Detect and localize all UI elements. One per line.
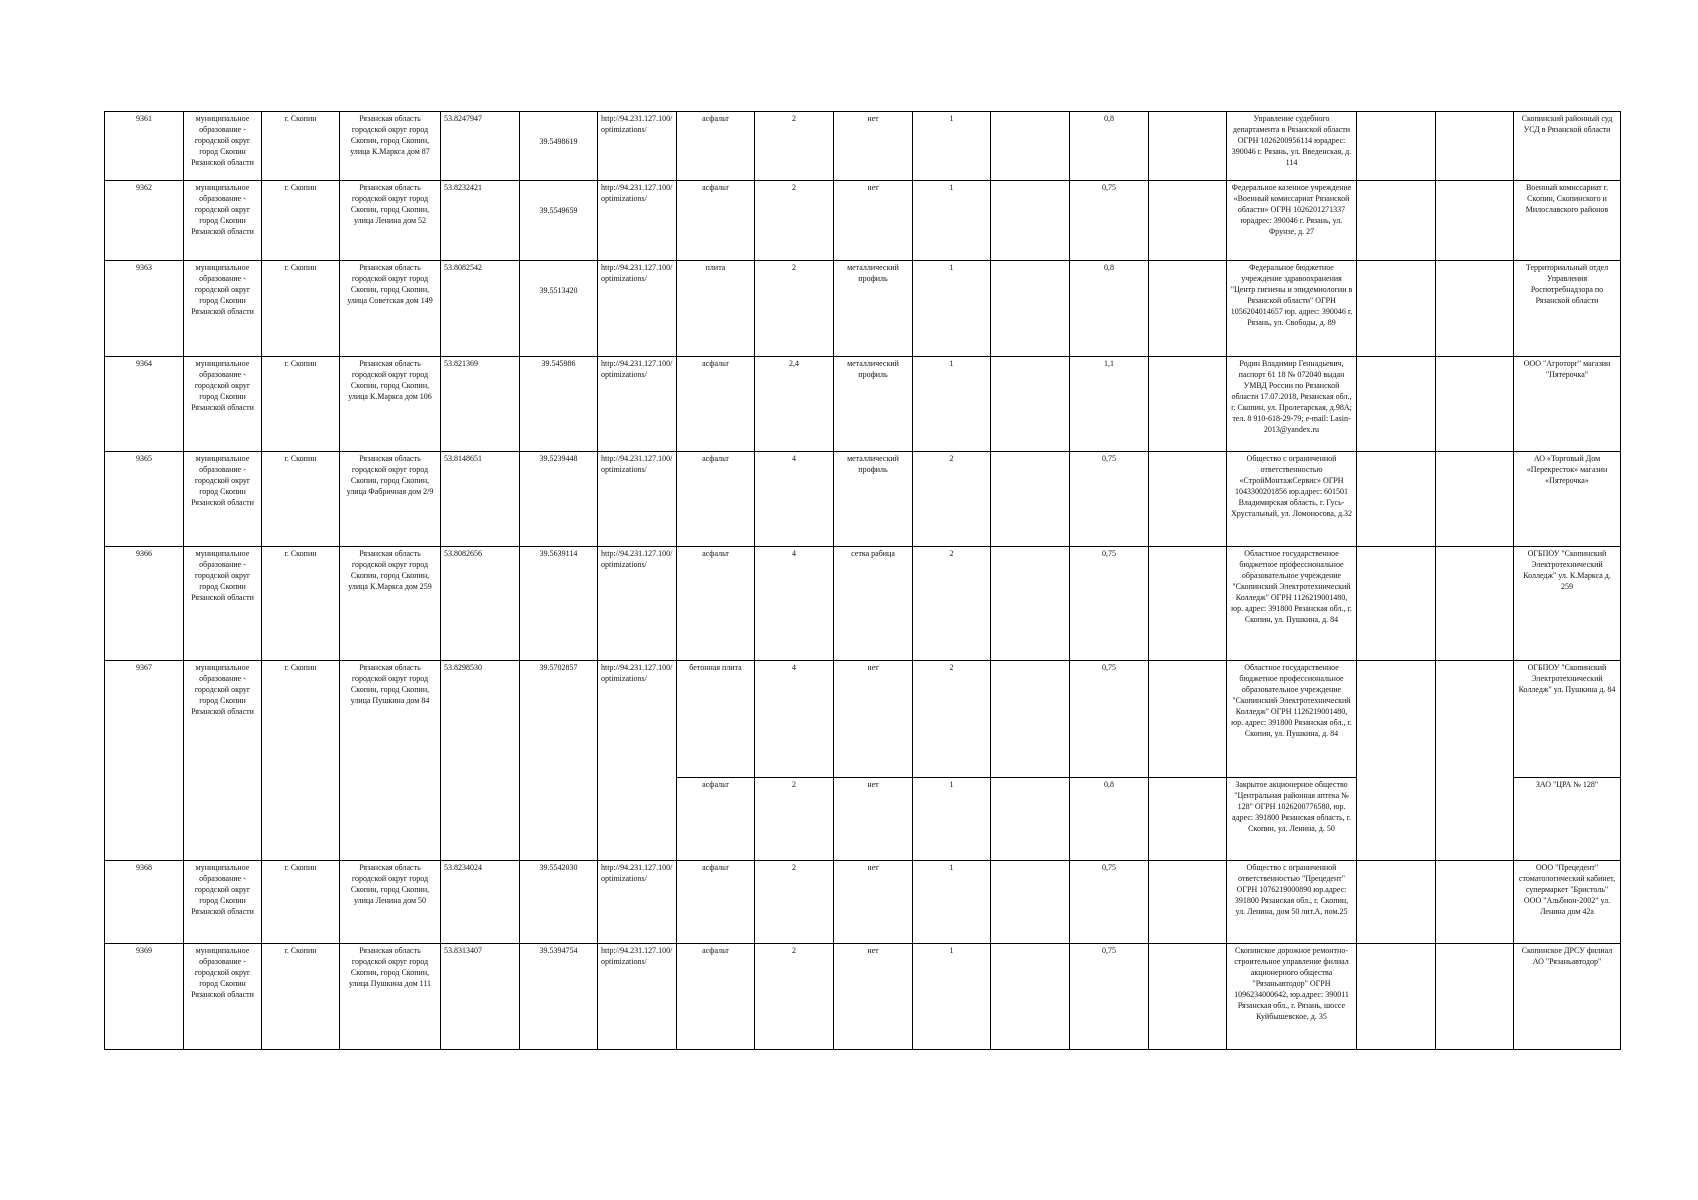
container-volume: 0,75 bbox=[1070, 181, 1149, 261]
city: г. Скопин bbox=[262, 661, 340, 861]
city: г. Скопин bbox=[262, 181, 340, 261]
address: Рязанская область городской округ город Скопин, город Скопин, улица Фабричная дом 2/9 bbox=[340, 452, 441, 547]
empty-cell bbox=[1149, 661, 1227, 778]
latitude: 53.821369 bbox=[441, 357, 520, 452]
empty-cell bbox=[991, 861, 1070, 944]
area: 2 bbox=[755, 861, 834, 944]
empty-cell bbox=[991, 452, 1070, 547]
container-count: 1 bbox=[913, 261, 991, 357]
empty-cell bbox=[991, 944, 1070, 1050]
owner-info: Федеральное бюджетное учреждение здравоохранения "Центр гигиены и эпидемиологии в Рязанской области" ОГРН 1056204014657 юр. адрес: 390046 г. Рязань, ул. Свободы, д. 89 bbox=[1227, 261, 1357, 357]
waste-source: АО «Торговый Дом «Перекресток» магазин «Пятерочка» bbox=[1514, 452, 1621, 547]
empty-cell bbox=[1357, 357, 1436, 452]
empty-cell bbox=[1357, 547, 1436, 661]
owner-info: Закрытое акционерное общество "Центральная районная аптека № 128" ОГРН 1026200776580, юр. адрес: 391800 Рязанская область, г. Скопин, ул. Ленина, д. 50 bbox=[1227, 778, 1357, 861]
address: Рязанская область городской округ город Скопин, город Скопин, улица Пушкина дом 84 bbox=[340, 661, 441, 861]
empty-cell bbox=[1149, 861, 1227, 944]
municipality-type: муниципальное образование - городской округ город Скопин Рязанской области bbox=[184, 357, 262, 452]
empty-cell bbox=[1436, 944, 1514, 1050]
empty-cell bbox=[1149, 357, 1227, 452]
longitude: 39.5498619 bbox=[520, 112, 598, 181]
waste-source: ОГБПОУ "Скопинский Электротехнический Колледж" ул. Пушкина д. 84 bbox=[1514, 661, 1621, 778]
municipality-type: муниципальное образование - городской округ город Скопин Рязанской области bbox=[184, 944, 262, 1050]
municipality-type: муниципальное образование - городской округ город Скопин Рязанской области bbox=[184, 261, 262, 357]
empty-cell bbox=[1436, 861, 1514, 944]
map-link[interactable]: http://94.231.127.100/optimizations/ bbox=[598, 661, 677, 861]
empty-cell bbox=[1357, 181, 1436, 261]
table-row bbox=[105, 547, 1621, 661]
empty-cell bbox=[1149, 261, 1227, 357]
map-link[interactable]: http://94.231.127.100/optimizations/ bbox=[598, 547, 677, 661]
table-row bbox=[105, 261, 1621, 357]
container-volume: 0,75 bbox=[1070, 452, 1149, 547]
container-count: 2 bbox=[913, 661, 991, 778]
waste-source: ООО "Прецедент" стоматологический кабинет, супермаркет "Бристоль" ООО "Альбион-2002" ул. Ленина дом 42а bbox=[1514, 861, 1621, 944]
owner-info: Родин Владимир Геннадьевич, паспорт 61 18 № 072040 выдан УМВД России по Рязанской области 17.07.2018, Рязанская обл., г. Скопин, ул. Пролетарская, д.98А; тел. 8 910-618-29-79; e-mail: Lasin-2013@yandex.ru bbox=[1227, 357, 1357, 452]
container-count: 1 bbox=[913, 112, 991, 181]
fence-type: нет bbox=[834, 861, 913, 944]
empty-cell bbox=[991, 661, 1070, 778]
empty-cell bbox=[1436, 452, 1514, 547]
waste-source: Скопинский районный суд УСД в Рязанской области bbox=[1514, 112, 1621, 181]
municipality-type: муниципальное образование - городской округ город Скопин Рязанской области bbox=[184, 861, 262, 944]
map-link[interactable]: http://94.231.127.100/optimizations/ bbox=[598, 944, 677, 1050]
empty-cell bbox=[1149, 181, 1227, 261]
longitude: 39.5639114 bbox=[520, 547, 598, 661]
owner-info: Управление судебного департамента в Рязанской области ОГРН 1026200956114 юрадрес: 390046 г. Рязань, ул. Введенская, д. 114 bbox=[1227, 112, 1357, 181]
municipality-type: муниципальное образование - городской округ город Скопин Рязанской области bbox=[184, 547, 262, 661]
row-id: 9369 bbox=[105, 944, 184, 1050]
container-volume: 0,8 bbox=[1070, 261, 1149, 357]
city: г. Скопин bbox=[262, 261, 340, 357]
address: Рязанская область городской округ город Скопин, город Скопин, улица Советская дом 149 bbox=[340, 261, 441, 357]
area: 4 bbox=[755, 452, 834, 547]
latitude: 53.8082542 bbox=[441, 261, 520, 357]
surface-type: асфальт bbox=[677, 944, 755, 1050]
row-id: 9363 bbox=[105, 261, 184, 357]
waste-source: Военный комиссариат г. Скопин, Скопинского и Милославского районов bbox=[1514, 181, 1621, 261]
row-id: 9364 bbox=[105, 357, 184, 452]
waste-source: Территориальный отдел Управления Роспотребнадзора по Рязанской области bbox=[1514, 261, 1621, 357]
empty-cell bbox=[1436, 112, 1514, 181]
container-volume: 1,1 bbox=[1070, 357, 1149, 452]
city: г. Скопин bbox=[262, 452, 340, 547]
map-link[interactable]: http://94.231.127.100/optimizations/ bbox=[598, 861, 677, 944]
empty-cell bbox=[991, 547, 1070, 661]
empty-cell bbox=[991, 261, 1070, 357]
city: г. Скопин bbox=[262, 357, 340, 452]
table-row bbox=[105, 861, 1621, 944]
empty-cell bbox=[1149, 112, 1227, 181]
empty-cell bbox=[1436, 357, 1514, 452]
empty-cell bbox=[1357, 112, 1436, 181]
address: Рязанская область городской округ город Скопин, город Скопин, улица К.Маркса дом 106 bbox=[340, 357, 441, 452]
latitude: 53.8298530 bbox=[441, 661, 520, 861]
empty-cell bbox=[991, 112, 1070, 181]
container-count: 1 bbox=[913, 181, 991, 261]
row-id: 9361 bbox=[105, 112, 184, 181]
area: 2 bbox=[755, 778, 834, 861]
empty-cell bbox=[991, 181, 1070, 261]
table-row bbox=[105, 452, 1621, 547]
surface-type: бетонная плита bbox=[677, 661, 755, 778]
owner-info: Областное государственное бюджетное профессиональное образовательное учреждение "Скопинский Электротехнический Колледж" ОГРН 1126219001480, юр. адрес: 391800 Рязанская обл., г. Скопин, ул. Пушкина, д. 84 bbox=[1227, 661, 1357, 778]
waste-source: Скопинское ДРСУ филиал АО "Рязаньавтодор" bbox=[1514, 944, 1621, 1050]
empty-cell bbox=[1357, 861, 1436, 944]
city: г. Скопин bbox=[262, 112, 340, 181]
empty-cell bbox=[1149, 452, 1227, 547]
fence-type: сетка рабица bbox=[834, 547, 913, 661]
map-link[interactable]: http://94.231.127.100/optimizations/ bbox=[598, 261, 677, 357]
empty-cell bbox=[1436, 261, 1514, 357]
empty-cell bbox=[1357, 944, 1436, 1050]
address: Рязанская область городской округ город Скопин, город Скопин, улица Ленина дом 52 bbox=[340, 181, 441, 261]
waste-source: ЗАО "ЦРА № 128" bbox=[1514, 778, 1621, 861]
latitude: 53.8234024 bbox=[441, 861, 520, 944]
row-id: 9362 bbox=[105, 181, 184, 261]
latitude: 53.8247947 bbox=[441, 112, 520, 181]
address: Рязанская область городской округ город Скопин, город Скопин, улица К.Маркса дом 259 bbox=[340, 547, 441, 661]
table-row bbox=[105, 112, 1621, 181]
container-volume: 0,75 bbox=[1070, 861, 1149, 944]
row-id: 9366 bbox=[105, 547, 184, 661]
map-link[interactable]: http://94.231.127.100/optimizations/ bbox=[598, 357, 677, 452]
address: Рязанская область городской округ город Скопин, город Скопин, улица Пушкина дом 111 bbox=[340, 944, 441, 1050]
area: 4 bbox=[755, 547, 834, 661]
fence-type: нет bbox=[834, 112, 913, 181]
table-row bbox=[105, 181, 1621, 261]
fence-type: металлический профиль bbox=[834, 357, 913, 452]
empty-cell bbox=[1149, 944, 1227, 1050]
container-volume: 0,8 bbox=[1070, 112, 1149, 181]
row-id: 9367 bbox=[105, 661, 184, 861]
surface-type: асфальт bbox=[677, 112, 755, 181]
owner-info: Областное государственное бюджетное профессиональное образовательное учреждение "Скопинский Электротехнический Колледж" ОГРН 1126219001480, юр. адрес: 391800 Рязанская обл., г. Скопин, ул. Пушкина, д. 84 bbox=[1227, 547, 1357, 661]
surface-type: асфальт bbox=[677, 547, 755, 661]
container-volume: 0,75 bbox=[1070, 661, 1149, 778]
latitude: 53.8232421 bbox=[441, 181, 520, 261]
municipality-type: муниципальное образование - городской округ город Скопин Рязанской области bbox=[184, 452, 262, 547]
container-count: 1 bbox=[913, 778, 991, 861]
surface-type: асфальт bbox=[677, 181, 755, 261]
map-link[interactable]: http://94.231.127.100/optimizations/ bbox=[598, 181, 677, 261]
empty-cell bbox=[1149, 778, 1227, 861]
area: 2 bbox=[755, 181, 834, 261]
surface-type: плита bbox=[677, 261, 755, 357]
surface-type: асфальт bbox=[677, 861, 755, 944]
municipality-type: муниципальное образование - городской округ город Скопин Рязанской области bbox=[184, 112, 262, 181]
empty-cell bbox=[1357, 261, 1436, 357]
container-count: 1 bbox=[913, 944, 991, 1050]
area: 2,4 bbox=[755, 357, 834, 452]
owner-info: Общество с ограниченной ответственностью "Прецедент" ОГРН 1076219000890 юр.адрес: 391800 Рязанская обл., г. Скопин, ул. Ленина, дом 50 лит.А, пом.25 bbox=[1227, 861, 1357, 944]
fence-type: нет bbox=[834, 661, 913, 778]
owner-info: Общество с ограниченной ответственностью «СтройМонтажСервис» ОГРН 1043300201856 юр.адрес: 601501 Владимирская область, г. Гусь-Хрустальный, ул. Ломоносова, д.32 bbox=[1227, 452, 1357, 547]
area: 2 bbox=[755, 112, 834, 181]
fence-type: нет bbox=[834, 778, 913, 861]
row-id: 9368 bbox=[105, 861, 184, 944]
empty-cell bbox=[991, 357, 1070, 452]
latitude: 53.8313407 bbox=[441, 944, 520, 1050]
container-count: 2 bbox=[913, 547, 991, 661]
row-id: 9365 bbox=[105, 452, 184, 547]
container-volume: 0,75 bbox=[1070, 944, 1149, 1050]
longitude: 39.5239448 bbox=[520, 452, 598, 547]
fence-type: нет bbox=[834, 944, 913, 1050]
fence-type: металлический профиль bbox=[834, 452, 913, 547]
area: 2 bbox=[755, 261, 834, 357]
surface-type: асфальт bbox=[677, 357, 755, 452]
city: г. Скопин bbox=[262, 547, 340, 661]
longitude: 39.5394754 bbox=[520, 944, 598, 1050]
longitude: 39.5513420 bbox=[520, 261, 598, 357]
latitude: 53.8148651 bbox=[441, 452, 520, 547]
empty-cell bbox=[1149, 547, 1227, 661]
longitude: 39.545986 bbox=[520, 357, 598, 452]
empty-cell bbox=[1357, 452, 1436, 547]
empty-cell bbox=[1436, 661, 1514, 861]
municipality-type: муниципальное образование - городской округ город Скопин Рязанской области bbox=[184, 661, 262, 861]
address: Рязанская область городской округ город Скопин, город Скопин, улица К.Маркса дом 87 bbox=[340, 112, 441, 181]
owner-info: Федеральное казенное учреждение «Военный комиссариат Рязанской области» ОГРН 1026201271337 юрадрес: 390046 г. Рязань, ул. Фрунзе, д. 27 bbox=[1227, 181, 1357, 261]
longitude: 39.5702857 bbox=[520, 661, 598, 861]
container-volume: 0,8 bbox=[1070, 778, 1149, 861]
longitude: 39.5549659 bbox=[520, 181, 598, 261]
waste-source: ОГБПОУ "Скопинский Электротехнический Колледж" ул. К.Маркса д. 259 bbox=[1514, 547, 1621, 661]
container-count: 2 bbox=[913, 452, 991, 547]
owner-info: Скопинское дорожное ремонтно-строительное управление филиал акционерного общества "Рязаньавтодор" ОГРН 1096234000642, юр.адрес: 390011 Рязанская обл., г. Рязань, шоссе Куйбышевское, д. 35 bbox=[1227, 944, 1357, 1050]
latitude: 53.8082656 bbox=[441, 547, 520, 661]
waste-source: ООО "Агроторг" магазин "Пятерочка" bbox=[1514, 357, 1621, 452]
empty-cell bbox=[1357, 661, 1436, 861]
map-link[interactable]: http://94.231.127.100/optimizations/ bbox=[598, 112, 677, 181]
container-count: 1 bbox=[913, 861, 991, 944]
table-row bbox=[105, 357, 1621, 452]
area: 4 bbox=[755, 661, 834, 778]
fence-type: нет bbox=[834, 181, 913, 261]
empty-cell bbox=[1436, 181, 1514, 261]
empty-cell bbox=[1436, 547, 1514, 661]
city: г. Скопин bbox=[262, 861, 340, 944]
table-row bbox=[105, 944, 1621, 1050]
area: 2 bbox=[755, 944, 834, 1050]
municipality-type: муниципальное образование - городской округ город Скопин Рязанской области bbox=[184, 181, 262, 261]
surface-type: асфальт bbox=[677, 452, 755, 547]
container-count: 1 bbox=[913, 357, 991, 452]
map-link[interactable]: http://94.231.127.100/optimizations/ bbox=[598, 452, 677, 547]
container-volume: 0,75 bbox=[1070, 547, 1149, 661]
empty-cell bbox=[991, 778, 1070, 861]
registry-table bbox=[104, 111, 1621, 1050]
fence-type: металлический профиль bbox=[834, 261, 913, 357]
city: г. Скопин bbox=[262, 944, 340, 1050]
address: Рязанская область городской округ город Скопин, город Скопин, улица Ленина дом 50 bbox=[340, 861, 441, 944]
longitude: 39.5542030 bbox=[520, 861, 598, 944]
table-row bbox=[105, 661, 1621, 778]
surface-type: асфальт bbox=[677, 778, 755, 861]
